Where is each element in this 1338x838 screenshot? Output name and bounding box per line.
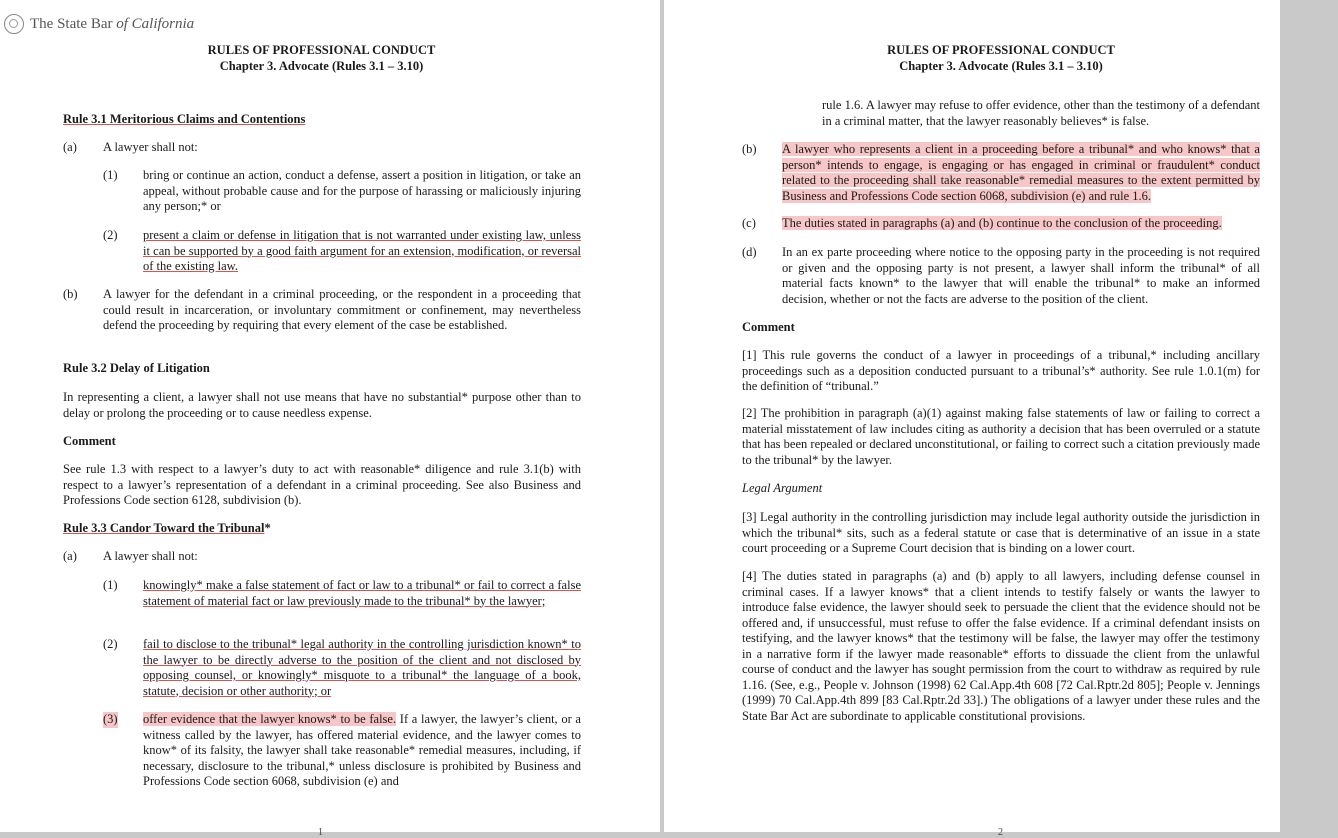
highlight-offer-evidence: offer evidence that the lawyer knows* to be false.: [143, 712, 397, 726]
rule-3-2-heading: Rule 3.2 Delay of Litigation: [63, 361, 210, 375]
highlight-c: The duties stated in paragraphs (a) and (b) continue to the conclusion of the proceeding.: [782, 216, 1222, 230]
legal-argument-heading: Legal Argument: [742, 481, 823, 495]
rule-3-3-heading: Rule 3.3 Candor Toward the Tribunal: [63, 521, 265, 535]
header-chapter: Chapter 3. Advocate (Rules 3.1 – 3.10): [899, 59, 1103, 73]
page-number: 2: [998, 827, 1003, 838]
label-b: (b): [742, 142, 757, 156]
header-title: RULES OF PROFESSIONAL CONDUCT: [887, 43, 1115, 57]
comment-2: [2] The prohibition in paragraph (a)(1) against making false statements of law or failing to correct a material misstatement of law includes citing as authority a decision that has been overruled or a statute that has been repealed or declared unconstitutional, or failing to correct such a citation previously made to the tribunal* by the lawyer.: [742, 406, 1260, 467]
org-name-italic: of California: [116, 15, 195, 32]
highlight-b: A lawyer who represents a client in a proceeding before a tribunal* and who knows* that a person* intends to engage, is engaging or has engaged in criminal or fraudulent* conduct related to the proceeding shall take reasonable* remedial measures to the extent permitted by Business and Professions Code section 6068, subdivision (e) and rule 1.6.: [782, 142, 1260, 203]
rule-3-1-b: A lawyer for the defendant in a criminal proceeding, or the respondent in a proceeding that could result in incarceration, or involuntary commitment or confinement, may nevertheless defend the proceeding by requiring that every element of the case be established.: [103, 287, 581, 332]
rule-3-3-star: *: [264, 521, 271, 535]
org-name: The State Bar: [30, 15, 113, 32]
comment-4: [4] The duties stated in paragraphs (a) and (b) apply to all lawyers, including defense counsel in criminal cases. If a lawyer knows* that a client intends to testify falsely or wants the lawyer to introduce false evidence, the lawyer should seek to persuade the client that the evidence should not be offered and, if unsuccessful, must refuse to offer the false evidence. If a criminal defendant insists on testifying, and the lawyer knows* that the testimony will be false, the lawyer may offer the testimony in a narrative form if the lawyer made reasonable* efforts to dissuade the client from the unlawful course of conduct and the lawyer has sought permission from the court to withdraw as required by rule 1.16. (See, e.g., People v. Johnson (1998) 62 Cal.App.4th 608 [72 Cal.Rptr.2d 805]; People v. Jennings (1999) 70 Cal.App.4th 899 [83 Cal.Rptr.2d 33].) The obligations of a lawyer under these rules and the State Bar Act are subordinate to applicable constitutional provisions.: [742, 569, 1260, 723]
comment-3: [3] Legal authority in the controlling jurisdiction may include legal authority outside the jurisdiction in which the tribunal* sits, such as a federal statute or case that is determinative of an issue in a state court proceeding or a Supreme Court decision that is binding on a lower court.: [742, 510, 1260, 555]
rule-3-3-a3-rest: If a lawyer, the lawyer’s client, or a witness called by the lawyer, has offered material evidence, and the lawyer comes to know* of its falsity, the lawyer shall take reasonable* remedial measures, including, if necessary, disclosure to the tribunal,* unless disclosure is prohibited by Business and Professions Code section 6068, subdivision (e) and: [143, 712, 581, 788]
rule-3-1-heading: Rule 3.1 Meritorious Claims and Contentions: [63, 112, 306, 126]
rule-3-1-a1: bring or continue an action, conduct a defense, assert a position in litigation, or take an appeal, without probable cause and for the purpose of harassing or maliciously injuring any person;* or: [143, 168, 581, 213]
left-page: [0, 0, 660, 838]
continuation-text: rule 1.6. A lawyer may refuse to offer evidence, other than the testimony of a defendant in a criminal matter, that the lawyer reasonably believes* is false.: [822, 98, 1260, 128]
right-page: [664, 0, 1280, 838]
rule-3-2-text: In representing a client, a lawyer shall not use means that have no substantial* purpose other than to delay or prolong the proceeding or to cause needless expense.: [63, 390, 581, 420]
rule-3-3-a1: knowingly* make a false statement of fact or law to a tribunal* or fail to correct a false statement of material fact or law previously made to the tribunal* by the lawyer;: [143, 578, 581, 608]
header-title: RULES OF PROFESSIONAL CONDUCT: [207, 43, 436, 57]
label-b: (b): [63, 287, 78, 301]
page-header: [664, 42, 1338, 74]
comment-heading: Comment: [742, 320, 795, 334]
label-a: (a): [63, 549, 77, 563]
comment-1: [1] This rule governs the conduct of a lawyer in proceedings of a tribunal,* including ancillary proceedings such as a deposition conducted pursuant to a tribunal’s* authority. See rule 1.0.1(m) for the definition of “tribunal.”: [742, 348, 1260, 393]
label-d: (d): [742, 245, 757, 259]
label-2: (2): [103, 637, 118, 651]
state-bar-logo: [4, 14, 194, 34]
comment-heading: Comment: [63, 434, 116, 448]
label-1: (1): [103, 578, 118, 592]
rule-3-1-a: A lawyer shall not:: [103, 140, 198, 154]
page-header: [0, 42, 643, 74]
comment-text: See rule 1.3 with respect to a lawyer’s duty to act with reasonable* diligence and rule 3.1(b) with respect to a lawyer’s representation of a defendant in a criminal proceeding. See also Business and Professions Code section 6128, subdivision (b).: [63, 462, 581, 507]
page-number: 1: [318, 827, 323, 838]
rule-3-3-c: [782, 216, 1260, 232]
label-1: (1): [103, 168, 118, 182]
rule-3-1-a2: present a claim or defense in litigation that is not warranted under existing law, unless it can be supported by a good faith argument for an extension, modification, or reversal of the existing law.: [143, 228, 581, 273]
label-3: (3): [103, 712, 118, 726]
rule-3-3-a: A lawyer shall not:: [103, 549, 198, 563]
label-2: (2): [103, 228, 118, 242]
label-a: (a): [63, 140, 77, 154]
label-c: (c): [742, 216, 756, 230]
rule-3-3-d: In an ex parte proceeding where notice to the opposing party in the proceeding is not required or given and the opposing party is not present, a lawyer shall inform the tribunal* of all material facts known* to the lawyer that will enable the tribunal* to make an informed decision, whether or not the facts are adverse to the position of the client.: [782, 245, 1260, 306]
state-bar-seal-icon: [4, 14, 24, 34]
rule-3-3-a2: fail to disclose to the tribunal* legal authority in the controlling jurisdiction known* to the lawyer to be directly adverse to the position of the client and not disclosed by opposing counsel, or knowingly* misquote to a tribunal* the language of a book, statute, decision or other authority; or: [143, 637, 581, 698]
rule-3-3-b: [782, 142, 1260, 204]
rule-3-3-a3: [143, 712, 581, 790]
header-chapter: Chapter 3. Advocate (Rules 3.1 – 3.10): [219, 59, 424, 73]
